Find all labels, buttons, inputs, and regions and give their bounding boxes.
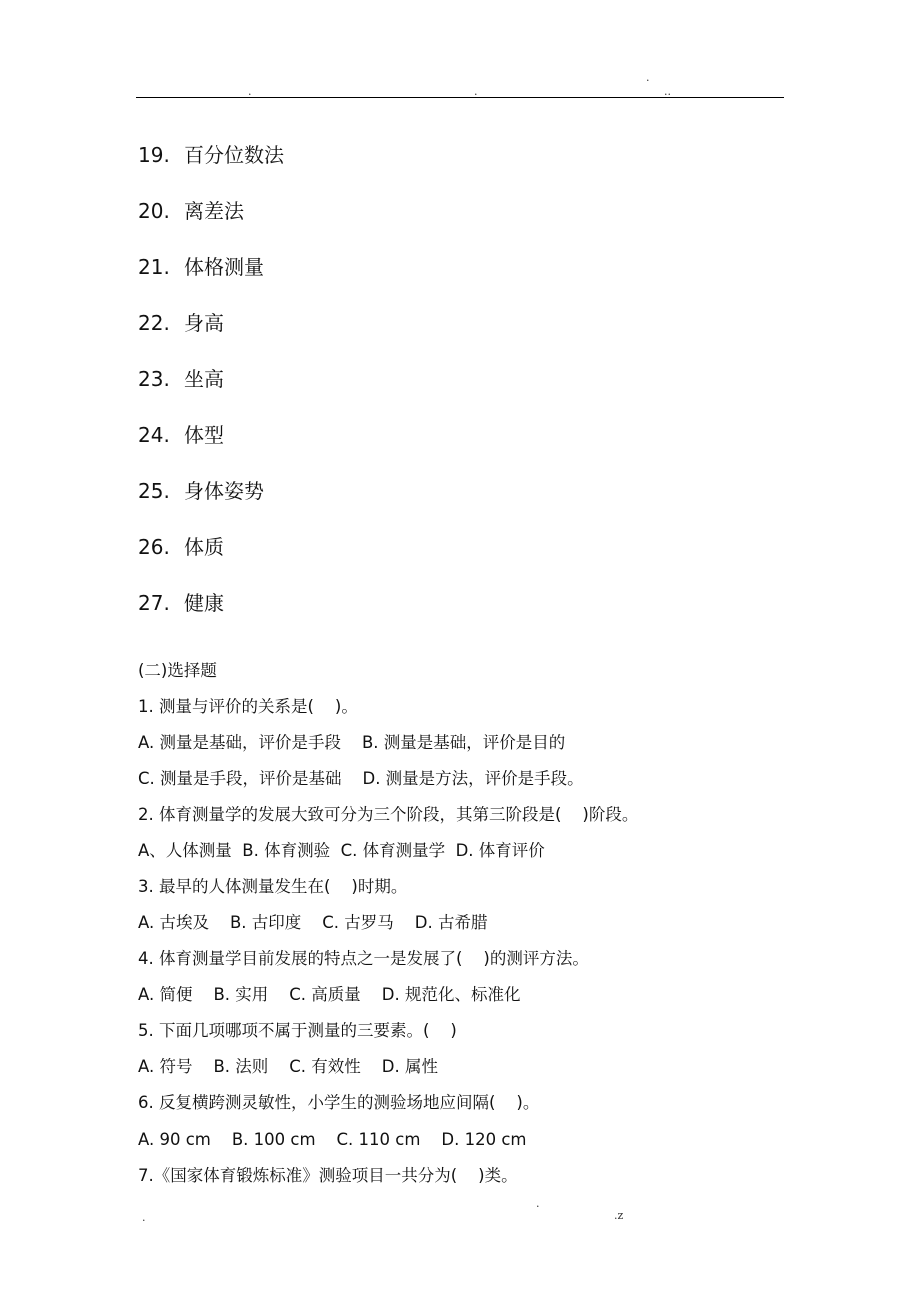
term-item xyxy=(138,199,244,223)
question-options: A、人体测量 B. 体育测验 C. 体育测量学 D. 体育评价 xyxy=(138,841,545,860)
question-options: A. 简便 B. 实用 C. 高质量 D. 规范化、标准化 xyxy=(138,985,521,1004)
question-options: A. 90 cm B. 100 cm C. 110 cm D. 120 cm xyxy=(138,1130,527,1149)
term-item xyxy=(138,591,224,615)
question-options: A. 符号 B. 法则 C. 有效性 D. 属性 xyxy=(138,1057,438,1076)
term-item xyxy=(138,143,284,167)
header-mark: . xyxy=(474,85,478,98)
footer-mark-mid: . xyxy=(536,1197,540,1210)
header-mark: .. xyxy=(664,85,671,98)
term-number: 26. xyxy=(138,535,170,559)
term-text: 身高 xyxy=(184,311,224,335)
header-rule xyxy=(136,97,784,98)
term-text: 离差法 xyxy=(184,199,244,223)
term-text: 百分位数法 xyxy=(184,143,284,167)
footer-mark-right: .z xyxy=(614,1209,624,1222)
term-number: 21. xyxy=(138,255,170,279)
term-number: 27. xyxy=(138,591,170,615)
header-mark: . xyxy=(248,85,252,98)
term-item xyxy=(138,479,264,503)
section-title: (二)选择题 xyxy=(138,661,217,680)
term-text: 体质 xyxy=(184,535,224,559)
question-text: 3. 最早的人体测量发生在( )时期。 xyxy=(138,877,408,896)
term-text: 身体姿势 xyxy=(184,479,264,503)
term-number: 19. xyxy=(138,143,170,167)
term-number: 24. xyxy=(138,423,170,447)
question-options: C. 测量是手段，评价是基础 D. 测量是方法，评价是手段。 xyxy=(138,769,584,788)
question-options: A. 古埃及 B. 古印度 C. 古罗马 D. 古希腊 xyxy=(138,913,488,932)
header-mark: . xyxy=(646,71,650,84)
term-number: 23. xyxy=(138,367,170,391)
footer-mark-left: . xyxy=(142,1211,146,1224)
term-number: 22. xyxy=(138,311,170,335)
question-text: 7.《国家体育锻炼标准》测验项目一共分为( )类。 xyxy=(138,1166,518,1185)
term-text: 健康 xyxy=(184,591,224,615)
question-text: 1. 测量与评价的关系是( )。 xyxy=(138,697,358,716)
term-text: 坐高 xyxy=(184,367,224,391)
term-item xyxy=(138,423,224,447)
term-item xyxy=(138,535,224,559)
question-text: 5. 下面几项哪项不属于测量的三要素。( ) xyxy=(138,1021,457,1040)
question-text: 6. 反复横跨测灵敏性，小学生的测验场地应间隔( )。 xyxy=(138,1093,540,1112)
question-text: 4. 体育测量学目前发展的特点之一是发展了( )的测评方法。 xyxy=(138,949,589,968)
term-text: 体格测量 xyxy=(184,255,264,279)
term-item xyxy=(138,255,264,279)
question-text: 2. 体育测量学的发展大致可分为三个阶段，其第三阶段是( )阶段。 xyxy=(138,805,639,824)
term-number: 25. xyxy=(138,479,170,503)
term-text: 体型 xyxy=(184,423,224,447)
question-options: A. 测量是基础，评价是手段 B. 测量是基础，评价是目的 xyxy=(138,733,566,752)
term-number: 20. xyxy=(138,199,170,223)
term-item xyxy=(138,311,224,335)
term-item xyxy=(138,367,224,391)
